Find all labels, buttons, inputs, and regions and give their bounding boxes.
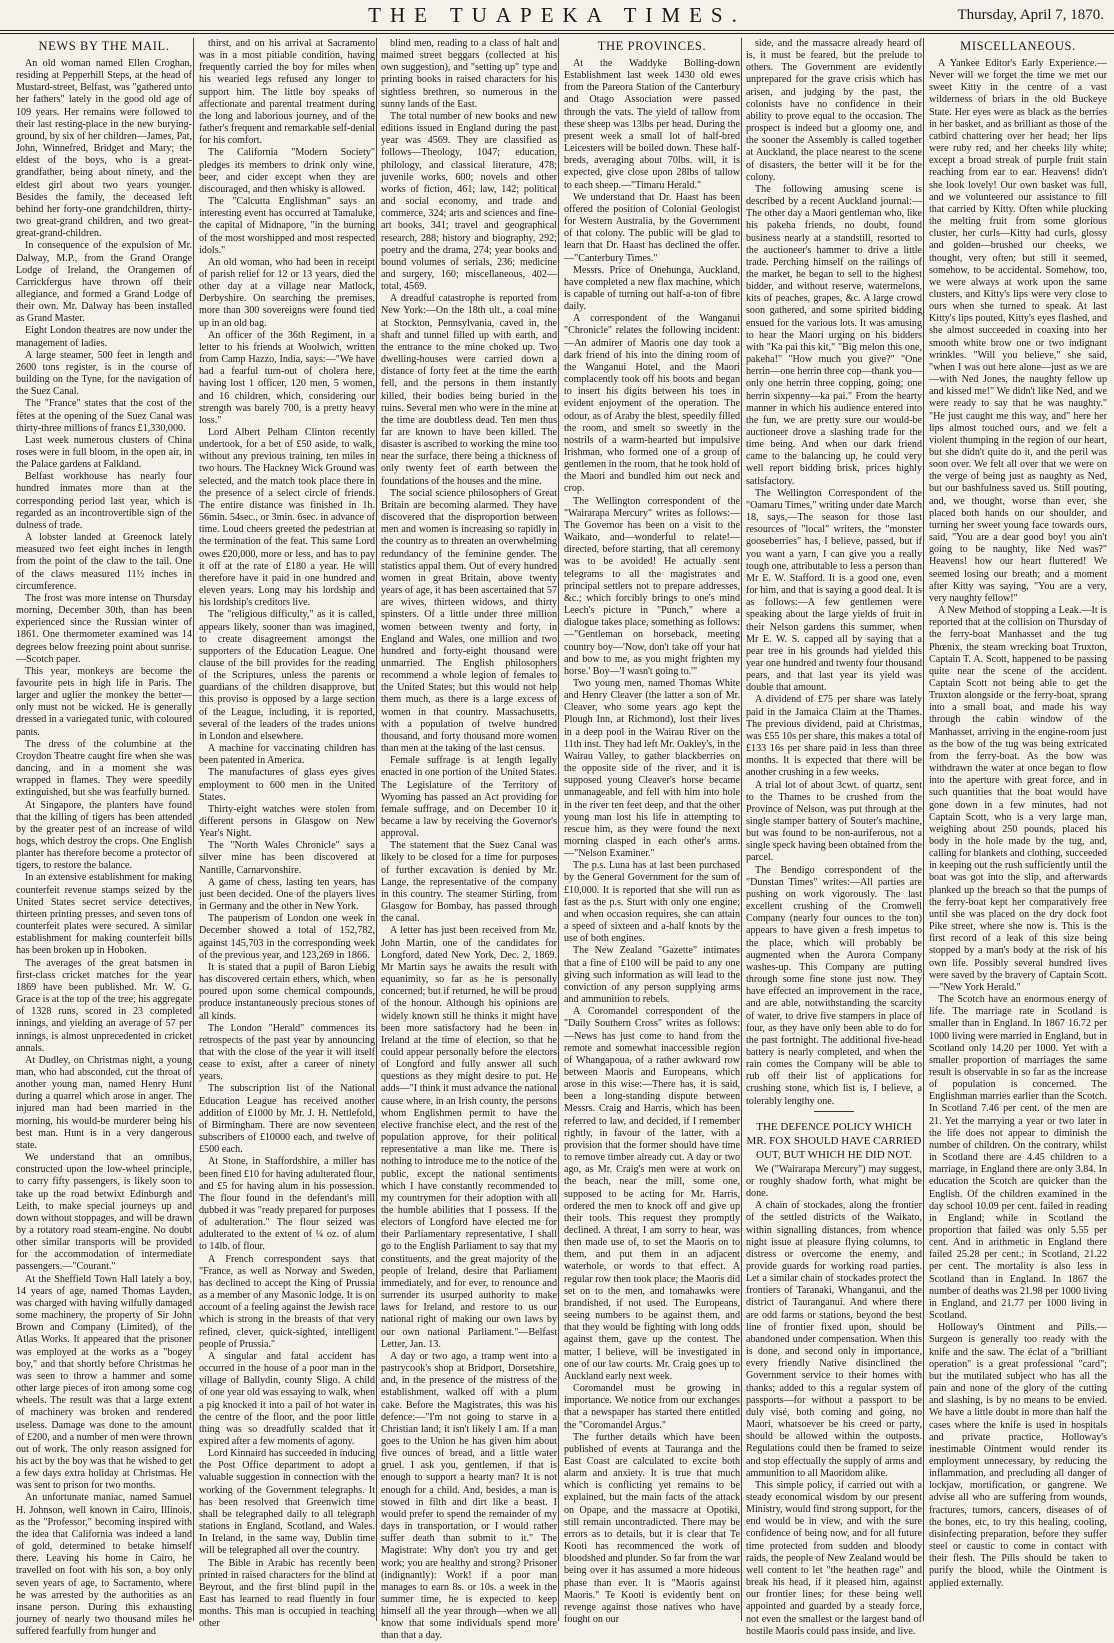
- column-6: [929, 38, 1107, 1623]
- article-paragraph: A large steamer, 500 feet in length and 2600 tons register, is in the course of building on the Tyne, for the navigation of the Suez Canal.: [16, 349, 192, 398]
- article-paragraph: We understand that Dr. Haast has been offered the position of Colonial Geologist for Western Australia, by the Government of that colony. The public will be glad to learn that Dr. Haast has declined the offer.—"Canterbury Times.": [564, 191, 740, 264]
- article-paragraph: A dividend of £75 per share was lately paid in the Jamaica Claim at the Thames. The previous dividend, paid at Christmas, was £55 10s per share, this makes a total of £133 16s per share paid in less than three months. It is expected that there will be another crushing in a few weeks.: [746, 694, 922, 779]
- article-paragraph: The further details which have been published of events at Tauranga and the East Coast are calculated to excite both alarm and anxiety. It is true that much which is conflicting yet remains to be explained, but the main facts of the attack on Opape, and the massacre at Opotiki, still remain uncontradicted. There may be errors as to details, but it is clear that Te Kooti has recommenced the work of bloodshed and plunder. So far from the war being over it has assumed a more hideous phase than ever. It is "Maoris against Maoris." Te Kooti is evidently bent on revenge against those natives who have fought on our: [564, 1431, 740, 1625]
- article-paragraph: A Coromandel correspondent of the "Daily Southern Cross" writes as follows:—News has just come to hand from the remote and somewhat inaccessible region of Whangapoua, of a rather awkward row between Maoris and Europeans, which arose in this wise:—There has, it is said, been a long-standing dispute between Messrs. Craig and Harris, which has been referred to law, and decided, if I remember rightly, in favour of the latter, with a provision that the former should have time to remove timber already cut. A day or two ago, as Mr. Craig's men were at work on the beach, near the mill, some one, supposed to be acting for Mr. Harris, ordered the men to knock off and give up their tools. This request they promptly declined. A threat, I am sorry to hear, was then made use of, to set the Maoris on to them, and put them in an adjacent waterhole, or words to that effect. A regular row then took place; the Maoris did set on to the men, and tomahawks were brandished, if not used. The Europeans, seeing numbers to be against them, and that they would be fighting with long odds against them, gave up the contest. The matter, I believe, will be investigated in one of our law courts. Mr. Craig goes up to Auckland early next week.: [564, 1006, 740, 1382]
- article-paragraph: thirst, and on his arrival at Sacramento was in a most pitiable condition, having frequently carried the boy for miles when his wearied legs refused any longer to support him. The little boy speaks of affectionate and parental treatment during the long and laborious journey, and of the father's frequent and remarkable self-denial for his comfort.: [199, 38, 375, 147]
- article-paragraph: The total number of new books and new editions issued in England during the past year was 4569. They are classified as follows—Theology, 1047; education, philology, and classical literature, 478; juvenile works, 600; novels and other works of fiction, 461; law, 142; political and social economy, and trade and commerce, 324; arts and sciences and fine-art books, 341; travel and geographical research, 288; history and biography, 292; poetry and the drama, 274; year books and bound volumes of serials, 236; medicine and surgery, 160; miscellaneous, 402—total, 4569.: [381, 110, 557, 293]
- article-paragraph: The Scotch have an enormous energy of life. The marriage rate in Scotland is smaller than in England. In 1867 16.72 per 1000 living were married in England, but in Scotland only 14.20 per 1000. Yet with a smaller proportion of marriages the same result is observable in so far as the increase of population is concerned. The Englishman marries earlier than the Scotch. In Scotland 7.46 per cent. of the men are 21. Yet the marrying a year or two later in the life does not appear to diminish the number of children. On the contrary, whilst in Scotland there are 4.45 children to a marriage, in England there are only 3.84. In education the Scotch are quicker than the English. Of the children examined in the day school 10.09 per cent. failed in reading in England; while in Scotland the proportion that failed was only 5.55 per cent. And in arithmetic in England there failed 25.28 per cent.; in Scotland, 21.22 per cent. The mortality is also less in Scotland than in England. In 1867 the number of deaths was 21.98 per 1000 living in England, and 21.77 per 1000 living in Scotland.: [929, 994, 1107, 1322]
- article-paragraph: A singular and fatal accident has occurred in the house of a poor man in the village of Ballydin, county Sligo. A child of one year old was essaying to walk, when a pig knocked it into a pail of hot water in the centre of the floor, and the poor little thing was so dreadfully scalded that it expired after a few moments of agony.: [199, 1350, 375, 1447]
- article-paragraph: The subscription list of the National Education League has received another addition of £1000 by Mr. J. H. Nettlefold, of Birmingham. There are now seventeen subscribers of £10000 each, and twelve of £500 each.: [199, 1083, 375, 1156]
- column-3: [381, 38, 557, 1642]
- article-paragraph: A correspondent of the Wanganui "Chronicle" relates the following incident:—An admirer of Maoris one day took a dark friend of his into the dining room of the Wanganui Hotel, and the Maori complacently took off his boots and began to insert his digits between his toes in evident enjoyment of the operation. The odour, as of Araby the blest, speedily filled the room, and smelt so sweetly in the nostrils of a warm-hearted but impulsive Irishman, who formed one of a group of gentlemen in the room, that he took hold of the Maori and bundled him out neck and crop.: [564, 313, 740, 495]
- article-paragraph: Coromandel must be growing in importance. We notice from our exchanges that a newspaper has started there entitled the "Coromandel Argus.": [564, 1383, 740, 1431]
- article-paragraph: Eight London theatres are now under the management of ladies.: [16, 325, 192, 349]
- article-paragraph: In consequence of the expulsion of Mr. Dalway, M.P., from the Grand Orange Lodge of Ireland, the Orangemen of Carrickfergus have thrown off their allegiance, and formed a Grand Lodge of their own. Mr. Dalway has been installed as Grand Master.: [16, 240, 192, 325]
- article-columns: [0, 38, 1114, 1642]
- article-paragraph: Thirty-eight watches were stolen from different persons in Glasgow on New Year's Night.: [199, 803, 375, 840]
- masthead-rule: [0, 30, 1114, 31]
- column-1: [16, 38, 192, 1638]
- article-paragraph: A game of chess, lasting ten years, has just been decided. One of the players lives in Germany and the other in New York.: [199, 876, 375, 913]
- issue-date: Thursday, April 7, 1870.: [957, 7, 1104, 23]
- article-paragraph: Belfast workhouse has nearly four hundred inmates more than at the corresponding period last year, which is regarded as an incontrovertible sign of the dulness of trade.: [16, 471, 192, 531]
- article-paragraph: The p.s. Luna has at last been purchased by the General Government for the sum of £10,000. It is reported that she will run as fast as the p.s. Sturt with only one engine; and when occasion requires, she can attain a speed of sixteen and a-half knots by the use of both engines.: [564, 860, 740, 945]
- article-paragraph: We ("Wairarapa Mercury") may suggest, or roughly shadow forth, what might be done.: [746, 1163, 922, 1200]
- article-paragraph: A chain of stockades, along the frontier of the settled districts of the Waikato, within signalling distances, from whence night issue at pleasure flying columns, to distress or overcome the enemy, and provide guards for working road parties. Let a similar chain of stockades protect the frontiers of Taranaki, Whanganui, and the district of Tauranganui. And where there are odd farms or stations, beyond the best line of frontier fixed upon, should be abandoned under compensation. When this is done, and second only in importance, every friendly Native disinclined the Government service to their homes with thanks; added to this a regular system of passports—for without a passport to be duly visé, both coming and going, no Maori, whatsoever be his creed or party, should be allowed within the outposts. Regulations could then be framed to seize and stop effectually the supply of arms and ammunition to all Maoridom alike.: [746, 1200, 922, 1479]
- section-heading: THE PROVINCES.: [597, 39, 707, 53]
- article-paragraph: A New Method of stopping a Leak.—It is reported that at the collision on Thursday of the ferry-boat Manhasset and the tug Phœnix, the steam wrecking boat Truxton, Captain T. A. Scott, happened to be passing quite near the scene of the accident. Captain Scott not being able to get the Truxton alongside or the ferry-boat, sprang into a small boat, and made his way through the cabin window of the Manhasset, arriving in the engine-room just as the bow of the tug was being extricated from the ferry-boat. As the bow was withdrawn the water at once began to flow into the aperture with great force, and in such quantities that the boat would have gone down in a few minutes, had not Captain Scott, who is a very large man, weighing about 250 pounds, placed his body in the hole made by the tug, and, calling for blankets and clothing, succeeded in keeping out the rush sufficiently until the boat was got into the slip, and afterwards planked up the breach so that the pumps of the ferry-boat kept her comparatively free until she was placed on the dry dock foot Pike street, where she now is. This is the first record of a leak of this size being stopped by a man's body at the risk of his own life. Possibly several hundred lives were saved by the bravery of Captain Scott.—"New York Herald.": [929, 605, 1107, 993]
- article-paragraph: blind men, reading to a class of halt and maimed street beggars (collected at his own suggestion), and "setting up" type and printing books in raised characters for his sightless brethren, so numerous in the sunny lands of the East.: [381, 38, 557, 110]
- article-paragraph: It is stated that a pupil of Baron Liebig has discovered certain ethers, which, when poured upon some chemical compounds, produce instantaneously precious stones of all kinds.: [199, 961, 375, 1022]
- article-paragraph: This year, monkeys are become the favourite pets in high life in Paris. The larger and uglier the monkey the better—only must not be wicked. He is generally dressed in a variegated tunic, with coloured pants.: [16, 665, 192, 738]
- article-paragraph: An old woman named Ellen Croghan, residing at Pepperhill Steps, at the head of Mustard-street, Belfast, was "gathered unto her fathers" lately in the good old age of 109 years. Her remains were followed to their last resting-place in the new burying-ground, by six of her children—James, Pat, John, Winnefred, Bridget and Mary; the eldest of the boys, who is a great-grandfather, being about ninety, and the eldest girl about two years younger. Besides the family, the deceased left behind her forty-one grandchildren, thirty-two great-grand children, and two great-great-grand-children.: [16, 58, 192, 240]
- article-paragraph: A day or two ago, a tramp went into a pastrycook's shop at Bridport, Dorsetshire, and, in the presence of the mistress of the establishment, walked off with a plum cake. Before the Magistrates, this was his defence:—"I'm not going to starve in a Christian land; it isn't likely I am. If a man goes to the Union he has given him about five ounces of bread, and a little water gruel. I ask you, gentlemen, if that is enough to support a hearty man? It is not enough for a child. And, besides, a man is stowed in filth and dirt like a beast. I would prefer to spend the remainder of my days in transportation, or I would rather suffer death than submit to it." The Magistrate: Why don't you try and get work; you are healthy and strong? Prisoner (indignantly): Work! if a poor man manages to earn 8s. or 10s. a week in the summer time, he is expected to keep himself all the year through—when we all know that some individuals spend more than that a day.: [381, 1350, 557, 1642]
- article-paragraph: A lobster landed at Greenock lately measured two feet eight inches in length from the point of the claw to the tail. One of the claws measured 11½ inches in circumference.: [16, 532, 192, 592]
- column-2: [199, 38, 375, 1630]
- article-paragraph: The "North Wales Chronicle" says a silver mine has been discovered at Nantille, Carnarvonshire.: [199, 840, 375, 876]
- article-paragraph: At the Sheffield Town Hall lately a boy, 14 years of age, named Thomas Layden, was charged with having wilfully damaged some machinery, the property of Sir John Brown and Company (Limited), of the Atlas Works. It appeared that the prisoner was employed at the works as a "bogey boy," and that shortly before Christmas he was seen to throw a hammer and some other large pieces of iron among some cog wheels. The result was that a large extent of machinery was broken and rendered useless. Damage was done to the amount of £200, and a number of men were thrown out of work. The only reason assigned for his act by the boy was that he wished to get a few days extra holiday at Christmas. He was sent to prison for two months.: [16, 1273, 192, 1492]
- article-paragraph: The California "Modern Society" pledges its members to drink only wine, beer, and cider except when they are discouraged, and then whisky is allowed.: [199, 147, 375, 195]
- article-paragraph: Two young men, named Thomas White and Henry Cleaver (the latter a son of Mr. Cleaver, who some years ago kept the Plough Inn, at Richmond), lost their lives in a deep pool in the Wairau River on the 11th inst. They had left Mr. Oakley's, in the Wairau Valley, to gather blackberries on the opposite side of the river, and it is supposed young Cleaver's horse became unmanageable, and fell with him into hole in the river ten feet deep, and that the other young man lost his life in attempting to rescue him, as they were found the next morning clasped in each other's arms.—"Nelson Examiner.": [564, 677, 740, 860]
- article-paragraph: The "Calcutta Englishman" says an interesting event has occurred at Tamaluke, the capital of Midnapore, "in the burning of the most worshipped and most respected idols.": [199, 196, 375, 256]
- section-heading: THE DEFENCE POLICY WHICH MR. FOX SHOULD HAVE CARRIED OUT, BUT WHICH HE DID NOT.: [746, 1120, 922, 1161]
- article-paragraph: The dress of the columbine at the Croydon Theatre caught fire when she was dancing, and in a moment she was wrapped in flames. They were speedily extinguished, but she was fearfully burned.: [16, 738, 192, 799]
- article-paragraph: The London "Herald" commences its retrospects of the past year by announcing that with the close of the year it will itself cease to exist, after a career of ninety years.: [199, 1022, 375, 1083]
- article-paragraph: The Bendigo correspondent of the "Dunstan Times" writes:—All parties are pushing on work vigorously. The last excellent crushing of the Cromwell Company (nearly four ounces to the ton) appears to have given a fresh impetus to the place, which will probably be augmented when the Aurora Company washes-up. This Company are putting through some fine stone just now. They have effected an improvement in the race, and are able, notwithstanding the scarcity of water, to drive five stampers in place of four, as they have only been able to do for the past fortnight. The additional five-head battery is nearly completed, and when the rain comes the Company will be able to rub off their list of applications for crushing stone, which list is, I believe, a tolerably lengthy one.: [746, 864, 922, 1107]
- section-heading: MISCELLANEOUS.: [960, 39, 1076, 53]
- article-paragraph: An officer of the 36th Regiment, in a letter to his friends at Woolwich, written from Camp Hazzo, India, says:—"We have had a fearful turn-out of cholera here, having lost 1 officer, 120 men, 5 women, and 16 children, which, considering our strength was barely 700, is a pretty heavy loss.": [199, 329, 375, 426]
- article-paragraph: The Bible in Arabic has recently been printed in raised characters for the blind at Beyrout, and the first blind pupil in the East has learned to read fluently in four months. This man is occupied in teaching other: [199, 1557, 375, 1630]
- article-paragraph: Lord Kinnaird has succeeded in inducing the Post Office department to adopt a valuable suggestion in connection with the working of the Government telegraphs. It has been resolved that Greenwich time shall be telegraphed daily to all telegraph stations in England, Scotland, and Wales. In Ireland, in the same way, Dublin time will be telegraphed all over the country.: [199, 1448, 375, 1557]
- article-paragraph: The pauperism of London one week in December showed a total of 152,782, against 145,703 in the corresponding week of the previous year, and 123,269 in 1866.: [199, 913, 375, 961]
- article-paragraph: The averages of the great batsmen in first-class cricket matches for the year 1869 have been published. Mr. W. G. Grace is at the top of the tree; his aggregate of 1328 runs, scored in 23 completed innings, and yielding an average of 57 per innings, is almost unprecedented in cricket annals.: [16, 957, 192, 1054]
- article-paragraph: side, and the massacre already heard of is, it must be feared, but the prelude to others. The Government are evidently unprepared for the grave crisis which has arisen, and judging by the past, the colonists have no confidence in their ability to prove equal to the occasion. The prospect is indeed but a gloomy one, and the sooner the Assembly is called together at Auckland, the place nearest to the scene of disasters, the better will it be for the colony.: [746, 38, 922, 183]
- article-paragraph: The Wellington correspondent of the "Wairarapa Mercury" writes as follows:—The Governor has been on a visit to the Waikato, and—wonderful to relate!—directed, before starting, that all ceremony was to be avoided! He actually sent telegrams to all the magistrates and principal settlers not to prepare addresses, &c.; which forcibly brings to one's mind Leech's picture in "Punch," where a dialogue takes place, something as follows:—"Gentleman on horseback, meeting country boy—'Now, don't take off your hat and bow to me, as you might frighten my horse.' Boy—'I wasn't going to.'": [564, 495, 740, 677]
- section-heading: NEWS BY THE MAIL.: [38, 39, 170, 53]
- column-5: [746, 38, 922, 1637]
- article-paragraph: The "religious difficulty," as it is called, appears likely, sooner than was imagined, to create disagreement amongst the supporters of the Education League. One clause of the bill provides for the reading of the Scriptures, unless the parents or guardians of the children disapprove, but this proviso is opposed by a large section of the League, including, it is reported, several of the leaders of the trades unions in London and elsewhere.: [199, 609, 375, 742]
- newspaper-title: THE TUAPEKA TIMES.: [368, 3, 746, 27]
- article-paragraph: A Yankee Editor's Early Experience.—Never will we forget the time we met our sweet Kitty in the centre of a vast wilderness of briars in the old Buckeye State. Her eyes were as black as the berries in her basket, and as brilliant as those of the catbird chattering over her head; her lips were ruby red, and her cheeks lily white; except a broad streak of purple fruit stain reaching from ear to ear. Heavens! didn't she look lovely! Our own basket was full, and we volunteered our assistance to fill that carried by Kitty. Often while plucking the melting fruit from some glorious cluster, her curls—Kitty had curls, glossy and golden—brushed our cheeks, we thought, very often; but still it seemed, somehow, to be accidental. Somehow, too, we were always at work upon the same clusters, and Kitty's lips were very close to ours when she turned to speak. At last Kitty's lips pouted, Kitty's eyes flashed, and she almost succeeded in coaxing into her smooth white brow one or two indignant wrinkles. "Will you believe," she said, "when I was out here alone—just as we are—with Ned Jones, the naughty fellow up and kissed me!" We didn't like Ned, and we were ready to say that he was naughty." "He just caught me this way, and" here her lips almost touched ours, and we felt a violent thumping in the region of our heart, but she didn't quite do it, and the peril was soon over. We felt all over that we were on the verge of being just as naughty as Ned, but our bashfulness saved us. Still pouting, and, we thought, worse than ever, she placed both hands on our shoulder, and turning her sweet young face towards ours, said, "You are a dear good boy! you ain't going to be naughty, like Ned was?" Heavens! how our heart fluttered! We seemed losing our breath; and a moment after Kitty was saying, "You are a very, very naughty fellow!": [929, 58, 1107, 604]
- article-paragraph: This simple policy, if carried out with a steady economical wisdom by our present Ministry, would find strong support, for the end would be in view, and with the sure confidence of being now, and for all future time protected from sudden and bloody raids, the people of New Zealand would be well content to let "the heathen rage" and break his head, if it pleased him, against our frontier lines; for these being well appointed and guarded by a steady force, not even the smallest or the largest band of hostile Maoris could pass inside, and live.: [746, 1479, 922, 1637]
- article-paragraph: An old woman, who had been in receipt of parish relief for 12 or 13 years, died the other day at a village near Matlock, Derbyshire. On searching the premises, more than 300 sovereigns were found tied up in an old bag.: [199, 256, 375, 329]
- article-paragraph: In an extensive establishment for making counterfeit revenue stamps seized by the United States secret service detectives, thirteen printing presses, and seven tons of counterfeit plates were secured. A similar establishment for making counterfeit bills has been broken up in Hoboken.: [16, 872, 192, 957]
- masthead-rule-double: [0, 33, 1114, 34]
- article-paragraph: Holloway's Ointment and Pills.—Surgeon is generally too ready with the knife and the saw. The éclat of a "brilliant operation" is a great professional "card"; but the mutilated subject who has all the pain and none of the glory of the cutting and slashing, is by no means to be envied. We have a little doubt in more than half the cases where the knife is used in hospitals and private practice, Holloway's inestimable Ointment would render its employment unnecessary, by reducing the inflammation, and precluding all danger of lockjaw, mortification, or gangrene. We advise all who are suffering from wounds, fractures, tumors, cancers, diseases of of the bones, etc, to try this healing, cooling, disinfecting preparation, before they suffer steel or caustic to come in contact with their flesh. The Pills should be taken to purify the blood, while the Ointment is applied externally.: [929, 1322, 1107, 1589]
- article-paragraph: The following amusing scene is described by a recent Auckland journal:—The other day a Maori gentleman who, like his pakeha friends, no doubt, found business nearly at a standstill, resorted to the auctioneer's hammer to drive a little trade. Perching himself on the railings of the market, he began to sell to the highest bidder, and without reserve, watermelons, kits of peaches, grapes, &c. A large crowd soon gathered, and some spirited bidding ensued for the various lots. It was amusing to hear the Maori urging on his bidders with "Ka pai this kit," "Big melon this one, pakeha!" "How much you give?" "One herrin—one herrin three cop—thank you—only one herrin three copping, going; one herrin sixpenny—ka pai." From the hearty manner in which his audience entered into the fun, we are pretty sure our would-be auctioneer drove a slashing trade for the time being. And when our dark friend came to the balancing up, he could very well report bidding brisk, prices highly satisfactory.: [746, 183, 922, 487]
- article-paragraph: The Wellington Correspondent of the "Oamaru Times," writing under date March 18, says,—The season for those last resources of "local" writers, the "monster gooseberries" has, I believe, passed, but if you want a yarn, I can give you a really tough one, attributable to less a person than Mr E. W. Stafford. It is a good one, even for him, and that is saying a good deal. It is as follows:—A few gentlemen were speaking about the large yields of fruit in their Nelson gardens this summer, when Mr E. W. S. capped all by saying that a pear tree in his grounds had yielded this year one hundred and twenty four thousand pears, and that last year its yield was double that amount.: [746, 487, 922, 694]
- masthead: [0, 0, 1114, 34]
- article-paragraph: Female suffrage is at length legally enacted in one portion of the United States. The Legislature of the Territory of Wyoming has passed an Act providing for female suffrage, and on December 10 it became a law by receiving the Governor's approval.: [381, 755, 557, 840]
- article-paragraph: The social science philosophers of Great Britain are becoming alarmed. They have discovered that the disproportion between men and women is increasing so rapidly in the country as to threaten an overwhelming redundancy of the feminine gender. The statistics appal them. Out of every hundred women in great Britain, above twenty years of age, it has been ascertained that 57 are wives, thirteen widows, and thirty spinsters. Of a little under three million women between twenty and forty, in England and Wales, one million and two hundred and forty-eight thousand were unmarried. The English philosophers recommend a whole legion of females to the United States; but this would not help them much, as there is a large excess of women in that country. Massachusetts, with a population of twelve hundred thousand, and forty thousand more women than men at the taking of the last census.: [381, 487, 557, 755]
- article-paragraph: At the Waddyke Bolling-down Establishment last week 1430 old ewes from the Pareora Station of the Canterbury and Otago Association were passed through the vats. The yield of tallow from these sheep was 13lbs per head. During the present week a small lot of half-bred Leicesters will be boiled down. These half-breds, averaging about 70lbs. will, it is expected, give close upon 28lbs of tallow to each sheep.—"Timaru Herald.": [564, 58, 740, 191]
- article-paragraph: At Singapore, the planters have found that the killing of tigers has been attended by the greater pest of an increase of wild hogs, which destroy the crops. One English planter has therefore become a protector of tigers, to restore the balance.: [16, 799, 192, 872]
- article-paragraph: The New Zealand "Gazette" intimates that a fine of £100 will be paid to any one giving such information as will lead to the conviction of any person supplying arms and ammunition to rebels.: [564, 945, 740, 1006]
- article-paragraph: Last week numerous clusters of China roses were in full bloom, in the open air, in the Palace gardens at Falkland.: [16, 434, 192, 471]
- article-paragraph: A dreadful catastrophe is reported from New York:—On the 18th ult., a coal mine at Stockton, Pennsylvania, caved in, the shaft and tunnel filled up with earth, and the entrance to the mine choked up. Two dwelling-houses were carried down a distance of forty feet at the time the earth fell, and the persons in them instantly killed, their bodies being buried in the ruins. Several men who were in the mine at the time are doubtless dead. Ten men thus far are known to have been killed. The disaster is ascribed to working the mine too near the surface, there being a thickness of only twenty feet of earth between the foundations of the houses and the mine.: [381, 293, 557, 487]
- article-paragraph: An unfortunate maniac, named Samuel H. Johnson, well known in Cairo, Illinois, as the "Professor," becoming inspired with the idea that California was indeed a land of gold, determined to betake himself there. Leaving his home in Cairo, he travelled on foot with his son, a boy only seven years of age, to Sacramento, where he was arrested by the authorities as an insane person. During this exhausting journey of nearly two thousand miles he suffered fearfully from hunger and: [16, 1492, 192, 1638]
- article-paragraph: A French correspondent says that "France, as well as Norway and Sweden, has declined to accept the King of Prussia as a member of any Masonic lodge. It is on account of a feeling against the Jewish race which is strong in the breasts of that very refined, clever, quick-sighted, intelligent people of Prussia.": [199, 1253, 375, 1350]
- article-paragraph: The frost was more intense on Thursday morning, December 30th, than has been experienced since the Russian winter of 1861. One thermometer examined was 14 degrees below freezing point about sunrise.—Scotch paper.: [16, 592, 192, 665]
- article-paragraph: A trial lot of about 3cwt. of quartz, sent to the Thames to be crushed from the Province of Nelson, was put through at the single stamper battery of Souter's machine, but was found to be non-auriferous, not a single speck having been obtained from the parcel.: [746, 779, 922, 864]
- article-paragraph: A machine for vaccinating children has been patented in America.: [199, 743, 375, 767]
- article-paragraph: The manufactures of glass eyes gives employment to 600 men in the United States.: [199, 767, 375, 803]
- article-paragraph: At Dudley, on Christmas night, a young man, who had absconded, cut the throat of another young man, named Henry Hunt during a quarrel which arose in anger. The injured man had been married in the morning, his would-be murderer being his best man. Hunt is in a very dangerous state.: [16, 1054, 192, 1151]
- article-paragraph: We understand that an omnibus, constructed upon the low-wheel principle, to carry fifty passengers, is likely soon to take up the road betwixt Edinburgh and Leith, to make special journeys up and down without stoppages, and will be drawn by a rotatory road steam-engine. No doubt other similar transports will be provided for the accommodation of intermediate passengers.—"Courant.": [16, 1152, 192, 1273]
- article-paragraph: A letter has just been received from Mr. John Martin, one of the candidates for Longford, dated New York, Dec. 2, 1869. Mr Martin says he awaits the result with equanimity, so far as he is personally concerned; but if returned, he will be proud of the honour. Although his opinions are widely known still he thinks it might have been more satisfactory had he been in Ireland at the time of election, so that he could appear personally before the electors of Longford and fully answer all such questions as they might desire to put. He adds—"I think it must advance the national cause where, in an Irish county, the persons whom Englishmen permit to have the elective franchise elect, and the rest of the population approve, for their political representative a man like me. There is nothing to introduce me to the notice of the public, except the national sentiments which I have constantly recommended to my countrymen for their adoption with all the humble abilities that I possess. If the electors of Longford have elected me for their Parliamentary representative, I shall go to the English Parliament to say that my constituents, and the great majority of the people of Ireland, desire that Parliament immediately, and for ever, to renounce and surrender its usurped authority to make laws for Ireland, and restore to us our national right of making our own laws by our own national Parliament."—Belfast Letter, Jan. 13.: [381, 925, 557, 1350]
- article-paragraph: Lord Albert Pelham Clinton recently undertook, for a bet of £50 aside, to walk, without any previous training, ten miles in two hours. The Hackney Wick Ground was selected, and the match took place there in the presence of a select circle of friends. The entire distance was finished in 1h. 56min. 54sec., or 3min. 6sec. in advance of time. Loud cheers greeted the pedestrian at the termination of the feat. This same Lord owes £20,000, more or less, and has to pay it off at the rate of £180 a year. He will therefore have it paid in one hundred and eleven years. Long may his lordship and his lordship's creditors live.: [199, 427, 375, 609]
- article-paragraph: The "France" states that the cost of the fêtes at the opening of the Suez Canal was thirty-three millions of francs £1,330,000.: [16, 398, 192, 434]
- column-4: [564, 38, 740, 1623]
- article-paragraph: Messrs. Price of Onehunga, Auckland, have completed a new flax machine, which is capable of turning out half-a-ton of fibre daily.: [564, 264, 740, 313]
- section-rule: [814, 1111, 854, 1112]
- article-paragraph: The statement that the Suez Canal was likely to be closed for a time for purposes of further excavation is denied by Mr. Lange, the representative of the company in this country. The steamer Stirling, from Glasgow for Bombay, has passed through the canal.: [381, 840, 557, 925]
- article-paragraph: At Stone, in Staffordshire, a miller has been fined £10 for having adulterated flour, and £5 for having alum in his possession. The flour found in the defendant's mill dubbed it was "ready prepared for purposes of adulteration." The flour seized was adulterated to the extent of ¼ oz. of alum to 14lb. of flour.: [199, 1156, 375, 1253]
